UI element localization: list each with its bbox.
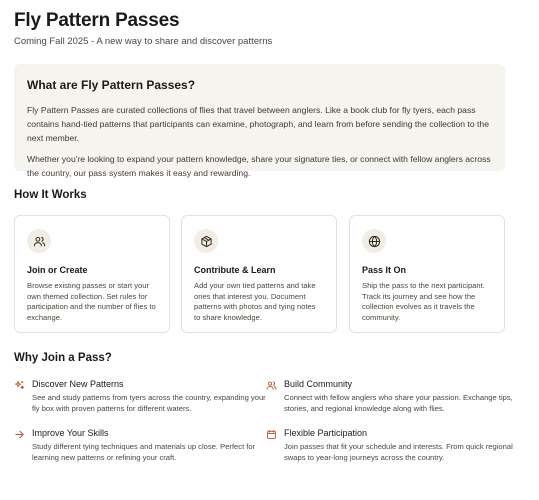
card-description: Browse existing passes or start your own themed collection. Set rules for participation and the number of flies to exchange.: [27, 281, 156, 322]
feature-description: Study different tying techniques and materials up close. Perfect for learning new patterns or refining your craft.: [32, 442, 256, 462]
calendar-icon: [266, 429, 277, 440]
feature-description: Connect with fellow anglers who share your passion. Exchange tips, stories, and regional knowledge along with flies.: [284, 393, 513, 413]
feature-description: Join passes that fit your schedule and interests. From quick regional swaps to year-long journeys across the country.: [284, 442, 513, 462]
card-description: Ship the pass to the next participant. Track its journey and see how the collection evolves as it travels the community.: [362, 281, 485, 322]
feature-title: Build Community: [284, 379, 353, 389]
card-title: Join or Create: [27, 265, 88, 275]
card-join-or-create: [14, 215, 170, 333]
page-subtitle: Coming Fall 2025 - A new way to share and discover patterns: [14, 36, 273, 47]
card-title: Pass It On: [362, 265, 407, 275]
card-pass-it-on: [349, 215, 505, 333]
community-icon: [266, 380, 277, 391]
arrow-right-icon: [14, 429, 25, 440]
card-description: Add your own tied patterns and take ones that interest you. Document patterns with photos and tying notes to share knowledge.: [194, 281, 316, 322]
card-title: Contribute & Learn: [194, 265, 276, 275]
users-icon: [27, 229, 51, 253]
card-contribute-and-learn: [181, 215, 337, 333]
package-icon: [194, 229, 218, 253]
info-paragraph: Fly Pattern Passes are curated collections of flies that travel between anglers. Like a book club for fly tyers, each pass contains hand-tied patterns that participants can examine, photograph, and learn from before sending the collection to the next member.: [27, 105, 489, 143]
feature-title: Improve Your Skills: [32, 428, 109, 438]
info-paragraph: Whether you're looking to expand your pattern knowledge, share your signature ties, or connect with fellow anglers across the country, our pass system makes it easy and rewarding.: [27, 154, 491, 178]
info-box: [14, 64, 505, 178]
info-title: What are Fly Pattern Passes?: [27, 78, 196, 92]
feature-title: Flexible Participation: [284, 428, 368, 438]
feature-title: Discover New Patterns: [32, 379, 124, 389]
why-join-title: Why Join a Pass?: [14, 352, 112, 364]
feature-description: See and study patterns from tyers across the country, expanding your fly box with proven patterns for different waters.: [32, 393, 266, 413]
how-it-works-title: How It Works: [14, 189, 87, 201]
globe-icon: [362, 229, 386, 253]
sparkles-icon: [14, 380, 25, 391]
page-title: Fly Pattern Passes: [14, 10, 180, 31]
